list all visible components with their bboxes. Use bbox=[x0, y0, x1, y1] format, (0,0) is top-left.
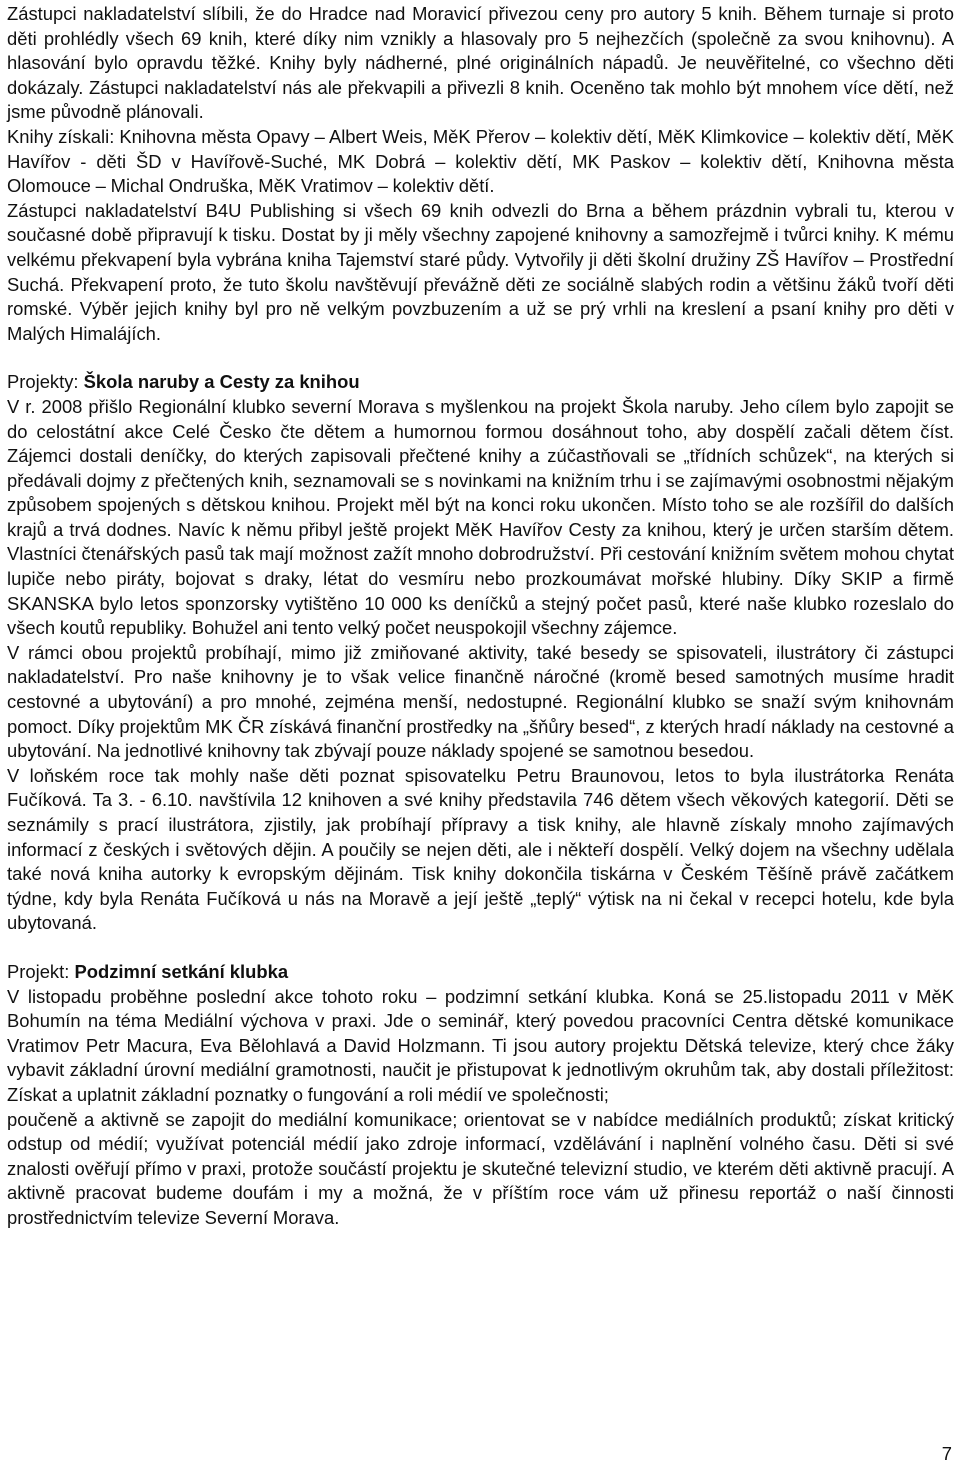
section-heading-autumn-meeting bbox=[7, 960, 954, 985]
heading-title: Podzimní setkání klubka bbox=[74, 960, 289, 982]
heading-label: Projekty: bbox=[7, 371, 84, 393]
paragraph-media-literacy: poučeně a aktivně se zapojit do mediální komunikace; orientovat se v nabídce mediálních produktů; získat kritický odstup od médií; využívat potenciál médií jako zdroje informací, vzdělávání i naplnění volného času. Děti si své znalosti ověřují přímo v praxi, protože součástí projektu je skutečné televizní studio, ve kterém děti aktivně pracují. A aktivně pracovat budeme doufám i my a možná, že v příštím roce vám už přinesu reportáž o naší činnosti prostřednictvím televize Severní Morava. bbox=[7, 1108, 954, 1228]
section-gap bbox=[7, 346, 954, 370]
document-page bbox=[7, 2, 954, 1231]
paragraph-school-inside-out: V r. 2008 přišlo Regionální klubko severní Morava s myšlenkou na projekt Škola naruby. Jeho cílem bylo zapojit se do celostátní akce Celé Česko čte dětem a humornou formou dosáhnout toho, aby dospělí začali dětem číst. Zájemci dostali deníčky, do kterých zapisovali přečtené knihy a zúčastňovali se „třídních schůzek“, na kterých si předávali dojmy z přečtených knih, seznamovali se s novinkami na knižním trhu i se zajímavými osobnostmi nějakým způsobem spojených s dětskou knihou. Projekt měl být na konci roku ukončen. Místo toho se ale rozšířil do dalších krajů a trvá dodnes. Navíc k němu přibyl ještě projekt MěK Havířov Cesty za knihou, který je určen starším dětem. Vlastníci čtenářských pasů tak mají možnost zažít mnoho dobrodružství. Při cestování knižním světem mohou chytat lupiče nebo piráty, bojovat s draky, létat do vesmíru nebo prozkoumávat mořské hlubiny. Díky SKIP a firmě SKANSKA bylo letos sponzorsky vytištěno 10 000 ks deníčků a stejný počet pasů, které naše klubko rozeslalo do všech koutů republiky. Bohužel ani tento velký počet neuspokojil všechny zájemce. bbox=[7, 395, 954, 639]
section-gap bbox=[7, 936, 954, 960]
paragraph-publisher-selection: Zástupci nakladatelství B4U Publishing si všech 69 knih odvezli do Brna a během prázdnin vybrali tu, kterou v současné době připravují k tisku. Dostat by ji měly všechny zapojené knihovny a samozřejmě i tvůrci knihy. K mému velkému překvapení byla vybrána kniha Tajemství staré půdy. Vytvořily ji děti školní družiny ZŠ Havířov – Prostřední Suchá. Překvapení proto, že tuto školu navštěvují převážně děti ze sociálně slabých rodin a většinu žáků tvoří děti romské. Výběr jejich knihy byl pro ně velkým povzbuzením a už se prý vrhli na kreslení a psaní knihy pro děti v Malých Himalájích. bbox=[7, 199, 954, 344]
paragraph-illustrator-visit: V loňském roce tak mohly naše děti poznat spisovatelku Petru Braunovou, letos to byla ilustrátorka Renáta Fučíková. Ta 3. - 6.10. navštívila 12 knihoven a své knihy představila 746 dětem všech věkových kategorií. Děti se seznámily s prací ilustrátora, zjistily, jak probíhají přípravy a tisk knihy, ale hlavně získaly mnoho zajímavých informací z českých i světových dějin. A poučily se nejen děti, ale i někteří dospělí. Velký dojem na všechny udělala také nová kniha autorky k evropským dějinám. Tisk knihy dokončila tiskárna v Českém Těšíně právě začátkem týdne, kdy byla Renáta Fučíková u nás na Moravě a její ještě „teplý“ výtisk na ni čekal v recepci hotelu, kde byla ubytovaná. bbox=[7, 764, 954, 934]
section-heading-projects bbox=[7, 370, 954, 395]
heading-label: Projekt: bbox=[7, 960, 75, 982]
heading-title: Škola naruby a Cesty za knihou bbox=[83, 371, 360, 393]
page-number: 7 bbox=[941, 1443, 952, 1464]
paragraph-book-awards: Zástupci nakladatelství slíbili, že do Hradce nad Moravicí přivezou ceny pro autory 5 knih. Během turnaje si proto děti prohlédly všech 69 knih, které díky nim vznikly a hlasovaly pro 5 nejhezčích (společně za svou knihovnu). A hlasování bylo opravdu těžké. Knihy byly nádherné, plné originálních nápadů. Je neuvěřitelné, co všechno děti dokázaly. Zástupci nakladatelství nás ale překvapili a přivezli 8 knih. Oceněno tak mohlo být mnohem více dětí, než jsme původně plánovali. bbox=[7, 3, 954, 123]
paragraph-award-winners: Knihy získali: Knihovna města Opavy – Albert Weis, MěK Přerov – kolektiv dětí, MěK Klimkovice – kolektiv dětí, MěK Havířov - děti ŠD v Havířově-Suché, MK Dobrá – kolektiv dětí, MK Paskov – kolektiv dětí, Knihovna města Olomouce – Michal Ondruška, MěK Vratimov – kolektiv dětí. bbox=[7, 125, 954, 197]
paragraph-media-seminar: V listopadu proběhne poslední akce tohoto roku – podzimní setkání klubka. Koná se 25.listopadu 2011 v MěK Bohumín na téma Mediální výchova v praxi. Jde o seminář, který povedou pracovníci Centra dětské komunikace Vratimov Petr Macura, Eva Bělohlavá a David Holzmann. Ti jsou autory projektu Dětská televize, který chce žáky vybavit základní úrovní mediální gramotnosti, naučit je přistupovat k jednotlivým okruhům tak, aby dostali příležitost: Získat a uplatnit základní poznatky o fungování a roli médií ve společnosti; bbox=[7, 985, 954, 1105]
paragraph-author-talks: V rámci obou projektů probíhají, mimo již zmiňované aktivity, také besedy se spisovateli, ilustrátory či zástupci nakladatelství. Pro naše knihovny je to však velice finančně náročné (kromě besed samotných musíme hradit cestovné a ubytování) a pro mnohé, zejména menší, nedostupné. Regionální klubko se snaží svým knihovnám pomoct. Díky projektům MK ČR získává finanční prostředky na „šňůry besed“, z kterých hradí náklady na cestovné a ubytování. Na jednotlivé knihovny tak zbývají pouze náklady spojené se samotnou besedou. bbox=[7, 641, 954, 762]
